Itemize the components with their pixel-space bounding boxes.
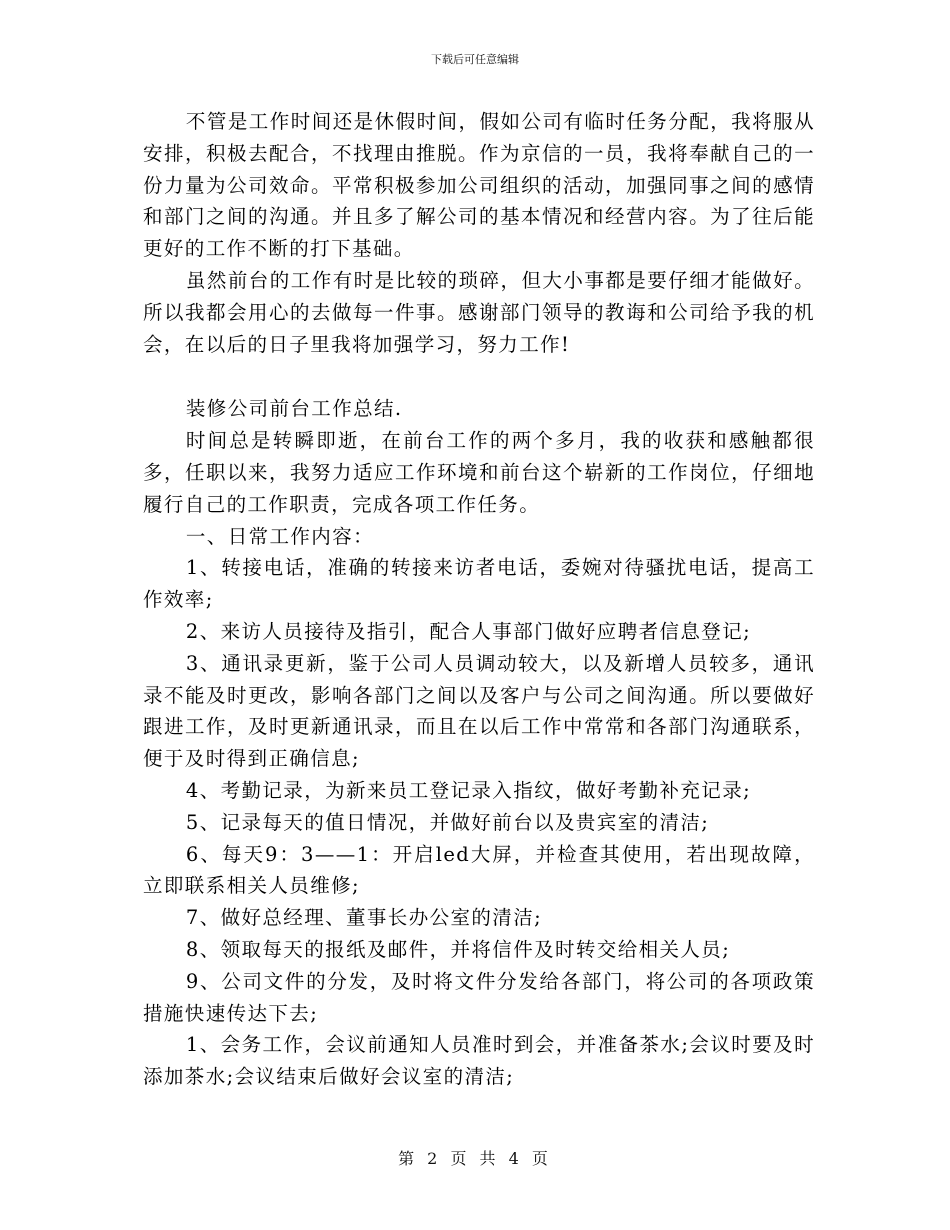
page-header-note: 下载后可任意编辑: [431, 53, 519, 66]
list-item: 8、领取每天的报纸及邮件，并将信件及时转交给相关人员;: [185, 937, 731, 961]
list-item: 9、公司文件的分发，及时将文件分发给各部门，将公司的各项政策措施快速传达下去;: [143, 969, 815, 1025]
paragraph: 时间总是转瞬即逝，在前台工作的两个多月，我的收获和感触都很多，任职以来，我努力适应工作环境和前台这个崭新的工作岗位，仔细地履行自己的工作职责，完成各项工作任务。: [143, 429, 815, 516]
list-item: 4、考勤记录，为新来员工登记录入指纹，做好考勤补充记录;: [185, 778, 752, 802]
list-item: 2、来访人员接待及指引，配合人事部门做好应聘者信息登记;: [185, 619, 752, 643]
list-item: 5、记录每天的值日情况，并做好前台以及贵宾室的清洁;: [185, 810, 710, 834]
page-number: 第 2 页 共 4 页: [398, 1149, 552, 1168]
paragraph: 虽然前台的工作有时是比较的琐碎，但大小事都是要仔细才能做好。所以我都会用心的去做每一件事。感谢部门领导的教诲和公司给予我的机会，在以后的日子里我将加强学习，努力工作!: [143, 268, 815, 356]
list-item: 6、每天9：3——1：开启led大屏，并检查其使用，若出现故障，立即联系相关人员维修;: [143, 842, 815, 898]
list-item: 3、通讯录更新，鉴于公司人员调动较大，以及新增人员较多，通讯录不能及时更改，影响各部门之间以及客户与公司之间沟通。所以要做好跟进工作，及时更新通讯录，而且在以后工作中常常和各部门沟通联系，便于及时得到正确信息;: [143, 651, 815, 771]
paragraph-gap: [143, 360, 815, 393]
list-heading: 一、日常工作内容：: [185, 524, 374, 548]
section-title: 装修公司前台工作总结.: [185, 397, 403, 421]
list-item: 1、会务工作，会议前通知人员准时到会，并准备茶水;会议时要及时添加茶水;会议结束后做好会议室的清洁;: [143, 1033, 815, 1089]
paragraph: 不管是工作时间还是休假时间，假如公司有临时任务分配，我将服从安排，积极去配合，不找理由推脱。作为京信的一员，我将奉献自己的一份力量为公司效命。平常积极参加公司组织的活动，加强同事之间的感情和部门之间的沟通。并且多了解公司的基本情况和经营内容。为了往后能更好的工作不断的打下基础。: [143, 110, 815, 261]
list-item: 7、做好总经理、董事长办公室的清洁;: [185, 906, 543, 930]
list-item: 1、转接电话，准确的转接来访者电话，委婉对待骚扰电话，提高工作效率;: [143, 556, 815, 612]
document-body: [143, 106, 815, 1093]
